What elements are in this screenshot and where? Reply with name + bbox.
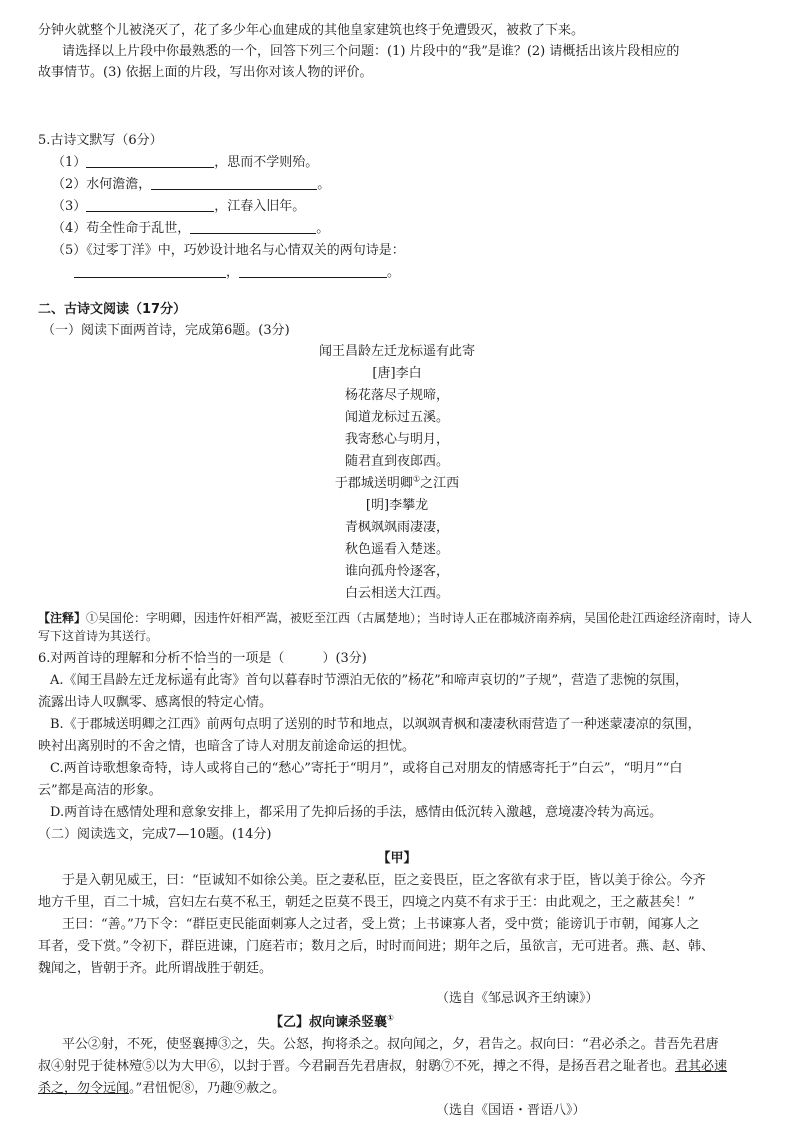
passage-yi-line-2 [38,1058,727,1076]
poem-2-title [0,475,794,493]
poem-1-author: [唐]李白 [372,366,422,381]
note-line-1 [38,609,752,627]
answer-blank[interactable] [190,220,316,234]
poem-1-line-1: 杨花落尽子规啼， [344,388,449,403]
poem-2-line-4: 白云相送大江西。 [344,586,449,601]
answer-blank[interactable] [74,264,226,278]
q5-item-3 [52,198,305,216]
passage-jia-source: （选自《邹忌讽齐王纳谏》） [436,991,599,1006]
q5-title: 5.古诗文默写（6分） [38,133,163,148]
q6-option-b-line-1: B.《于郡城送明卿之江西》前两句点明了送别的时节和地点，以飒飒青枫和凄凄秋雨营造了一种迷蒙凄凉的氛围， [50,717,701,732]
q5-item-4-number: （4） [52,221,87,236]
q6-stem [38,650,367,674]
q6-option-d-line-1: D.两首诗在感情处理和意象安排上，都采用了先抑后扬的手法，感情由低沉转入激越，意境凄冷转为高远。 [50,805,663,820]
passage-jia-line-4: 耳者，受下赏。”令初下，群臣进谏，门庭若市；数月之后，时时而间进；期年之后，虽欲言，无可进者。燕、赵、韩、 [38,939,715,954]
q5-item-1-number: （1） [52,155,87,170]
poem-1-line-2: 闻道龙标过五溪。 [344,410,449,425]
passage-jia-line-5: 魏闻之，皆朝于齐。此所谓战胜于朝廷。 [38,961,273,976]
q6-stem-tail: 的一项是（ [219,651,285,666]
q5-item-4-head: 苟全性命于乱世， [86,221,191,236]
poem-2-line-1: 青枫飒飒雨凄凄， [344,520,449,535]
note-marker: ① [387,1013,394,1023]
note-label: 【注释】 [38,611,87,625]
answer-blank[interactable] [86,198,214,212]
q6-option-b-line-2: 映衬出离别时的不舍之情，也暗含了诗人对朋友前途命运的担忧。 [38,739,416,754]
q5-item-5-separator: ， [226,265,240,280]
intro-line-3: 故事情节。(3) 依据上面的片段，写出你对该人物的评价。 [38,65,373,80]
q5-item-2 [52,176,330,194]
q5-item-2-head: 水何澹澹， [86,177,152,192]
q5-item-5-blanks [74,264,400,282]
q5-item-2-tail: 。 [317,177,331,192]
poem-2-author: [明]李攀龙 [365,498,429,513]
passage-yi-label [270,1014,394,1032]
passage-yi-line-3 [38,1080,285,1098]
q6-option-c-line-1: C.两首诗歌想象奇特，诗人或将自己的“愁心”寄托于“明月”，或将自己对朋友的情感寄托于”白云”，“明月”“白 [50,761,683,776]
q5-item-3-number: （3） [52,199,87,214]
q5-item-5-text: 《过零丁洋》中，巧妙设计地名与心情双关的两句诗是： [86,243,405,258]
passage-yi-line-1: 平公②射，不死，使竖襄搏③之，失。公怒，拘将杀之。叔向闻之，夕，君告之。叔向曰：“君必杀之。昔吾先君唐 [62,1037,719,1052]
passage-yi-underlined-2: 杀之，勿令远闻 [38,1081,130,1096]
q5-item-4-tail: 。 [316,221,330,236]
answer-blank[interactable] [151,176,317,190]
poem-1-line-3: 我寄愁心与明月， [344,432,449,447]
part-2-intro: （二）阅读选文，完成7—10题。(14分) [38,827,272,842]
q6-option-a-line-1: A.《闻王昌龄左迁龙标遥有此寄》首句以暮春时节漂泊无依的”杨花”和啼声哀切的”子规”，营造了悲惋的氛围， [50,673,689,688]
passage-jia-line-1: 于是入朝见威王，曰：“臣诚知不如徐公美。臣之妻私臣，臣之妾畏臣，臣之客欲有求于臣，皆以美于徐公。今齐 [62,873,706,888]
q6-stem-end: ）(3分) [322,651,367,666]
q6-option-c-line-2: 云”都是高洁的形象。 [38,783,162,798]
note-text-1: ①吴国伦：字明卿，因违忤奸相严嵩，被贬至江西（古属楚地）；当时诗人正在郡城济南养病，吴国伦赴江西途经济南时，诗人 [86,611,753,625]
q6-stem-head: 6.对两首诗的理解和分析 [38,651,181,666]
intro-line-1: 分钟火就整个儿被浇灭了，花了多少年心血建成的其他皇家建筑也终于免遭毁灭，被救了下来。 [38,23,585,38]
answer-blank[interactable] [239,264,387,278]
q6-option-a-line-2: 流露出诗人叹飘零、感离恨的特定心情。 [38,695,273,710]
passage-jia-label: 【甲】 [377,851,417,866]
intro-line-2: 请选择以上片段中你最熟悉的一个，回答下列三个问题：(1) 片段中的“我”是谁？(2) 请概括出该片段相应的 [62,44,680,59]
poem-2-line-3: 谁向孤舟怜逐客， [344,564,449,579]
note-marker: ① [412,474,421,484]
poem-1-line-4: 随君直到夜郎西。 [344,454,449,469]
note-line-2: 写下这首诗为其送行。 [38,629,159,643]
q5-item-4 [52,220,329,238]
section-2-title: 二、古诗文阅读（17分） [38,302,187,317]
q5-item-5 [52,242,405,260]
q5-item-1-tail: ，思而不学则殆。 [214,155,319,170]
passage-yi-line-2-head: 叔④射兕于徒林殪⑤以为大甲⑥，以封于晋。今君嗣吾先君唐叔，射鹖⑦不死，搏之不得，是扬吾君之耻者也。 [38,1059,676,1074]
q5-item-5-end: 。 [387,265,401,280]
q6-stem-emphasis: 不恰当 [180,651,220,666]
q5-item-2-number: （2） [52,177,87,192]
passage-yi-underlined-1: 君其必速 [675,1059,728,1074]
passage-jia-line-2: 地方千里，百二十城，宫妇左右莫不私王，朝廷之臣莫不畏王，四境之内莫不有求于王：由此观之，王之蔽甚矣！” [38,895,695,910]
passage-yi-source: （选自《国语・晋语八》） [436,1103,586,1118]
q5-item-1 [52,154,318,172]
q5-item-3-tail: ，江春入旧年。 [214,199,306,214]
passage-jia-line-3: 王曰：“善。”乃下令：“群臣吏民能面刺寡人之过者，受上赏；上书谏寡人者，受中赏；能谤讥于市朝，闻寡人之 [62,917,700,932]
passage-yi-line-3-tail: 。”君忸怩⑧，乃趣⑨赦之。 [129,1081,286,1096]
poem-2-line-2: 秋色遥看入楚迷。 [344,542,449,557]
poem-1-title: 闻王昌龄左迁龙标遥有此寄 [318,344,475,359]
poem-2-title-head: 于郡城送明卿 [334,476,413,491]
part-1-intro: （一）阅读下面两首诗，完成第6题。(3分) [42,323,290,338]
answer-blank[interactable] [86,154,214,168]
poem-2-title-tail: 之江西 [420,476,460,491]
passage-yi-label-text: 【乙】叔向谏杀竖襄 [270,1015,388,1030]
q5-item-5-number: （5） [52,243,87,258]
